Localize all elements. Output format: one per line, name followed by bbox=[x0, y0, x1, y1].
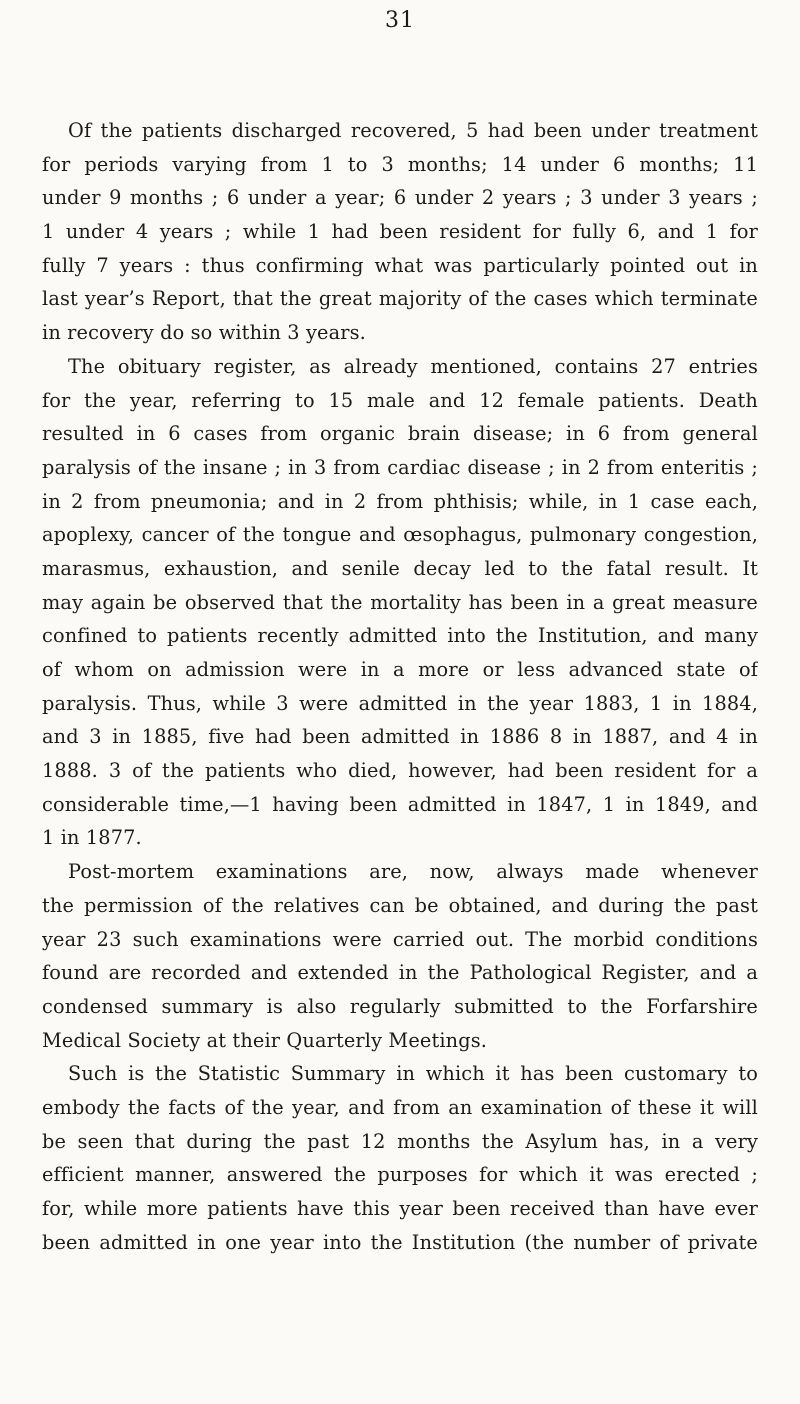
text-line: last year’s Report, that the great majority of the cases which terminate bbox=[42, 287, 758, 311]
text-line: in recovery do so within 3 years. bbox=[42, 321, 366, 345]
text-line: for, while more patients have this year been received than have ever bbox=[42, 1197, 758, 1220]
text-line: 1 under 4 years ; while 1 had been resident for fully 6, and 1 for bbox=[42, 220, 758, 244]
text-line: paralysis of the insane ; in 3 from cardiac disease ; in 2 from enteritis ; bbox=[42, 455, 758, 479]
text-line: resulted in 6 cases from organic brain disease; in 6 from general bbox=[42, 422, 758, 446]
page-number: 31 bbox=[385, 8, 415, 33]
text-line: under 9 months ; 6 under a year; 6 under 2 years ; 3 under 3 years ; bbox=[42, 186, 758, 210]
text-line: marasmus, exhaustion, and senile decay led to the fatal result. It bbox=[42, 556, 758, 580]
text-line: embody the facts of the year, and from an examination of these it will bbox=[42, 1095, 758, 1119]
text-line: efficient manner, answered the purposes for which it was erected ; bbox=[42, 1163, 758, 1187]
text-line: year 23 such examinations were carried out. The morbid conditions bbox=[42, 927, 758, 951]
text-line: fully 7 years : thus confirming what was particularly pointed out in bbox=[42, 253, 758, 277]
text-line: considerable time,—1 having been admitted in 1847, 1 in 1849, and bbox=[42, 792, 758, 816]
text-line: Such is the Statistic Summary in which it has been customary to bbox=[68, 1062, 758, 1086]
text-line: may again be observed that the mortality has been in a great measure bbox=[42, 590, 758, 614]
text-line: Medical Society at their Quarterly Meetings. bbox=[42, 1028, 488, 1052]
text-line: the permission of the relatives can be obtained, and during the past bbox=[42, 893, 758, 917]
text-line: paralysis. Thus, while 3 were admitted in the year 1883, 1 in 1884, bbox=[42, 691, 758, 715]
text-line: 1888. 3 of the patients who died, however, had been resident for a bbox=[42, 759, 758, 783]
text-line: confined to patients recently admitted into the Institution, and many bbox=[42, 624, 758, 648]
text-line: condensed summary is also regularly submitted to the Forfarshire bbox=[42, 994, 758, 1018]
text-line: The obituary register, as already mentioned, contains 27 entries bbox=[68, 354, 758, 378]
text-line: found are recorded and extended in the Pathological Register, and a bbox=[42, 961, 758, 985]
text-line: of whom on admission were in a more or less advanced state of bbox=[42, 658, 758, 681]
binding-edge bbox=[0, 0, 38, 1404]
text-line: be seen that during the past 12 months the Asylum has, in a very bbox=[42, 1129, 758, 1153]
text-line: Of the patients discharged recovered, 5 had been under treatment bbox=[68, 119, 758, 142]
body-text bbox=[42, 114, 758, 1259]
text-line: for the year, referring to 15 male and 12 female patients. Death bbox=[42, 388, 758, 412]
text-line: Post-mortem examinations are, now, always made whenever bbox=[68, 860, 758, 884]
text-line: 1 in 1877. bbox=[42, 826, 142, 850]
text-line: and 3 in 1885, five had been admitted in 1886 8 in 1887, and 4 in bbox=[42, 725, 758, 749]
text-line: in 2 from pneumonia; and in 2 from phthisis; while, in 1 case each, bbox=[42, 489, 758, 513]
text-line: for periods varying from 1 to 3 months; 14 under 6 months; 11 bbox=[42, 152, 758, 176]
text-line: been admitted in one year into the Institution (the number of private bbox=[42, 1230, 758, 1254]
text-line: apoplexy, cancer of the tongue and œsophagus, pulmonary congestion, bbox=[42, 523, 758, 547]
